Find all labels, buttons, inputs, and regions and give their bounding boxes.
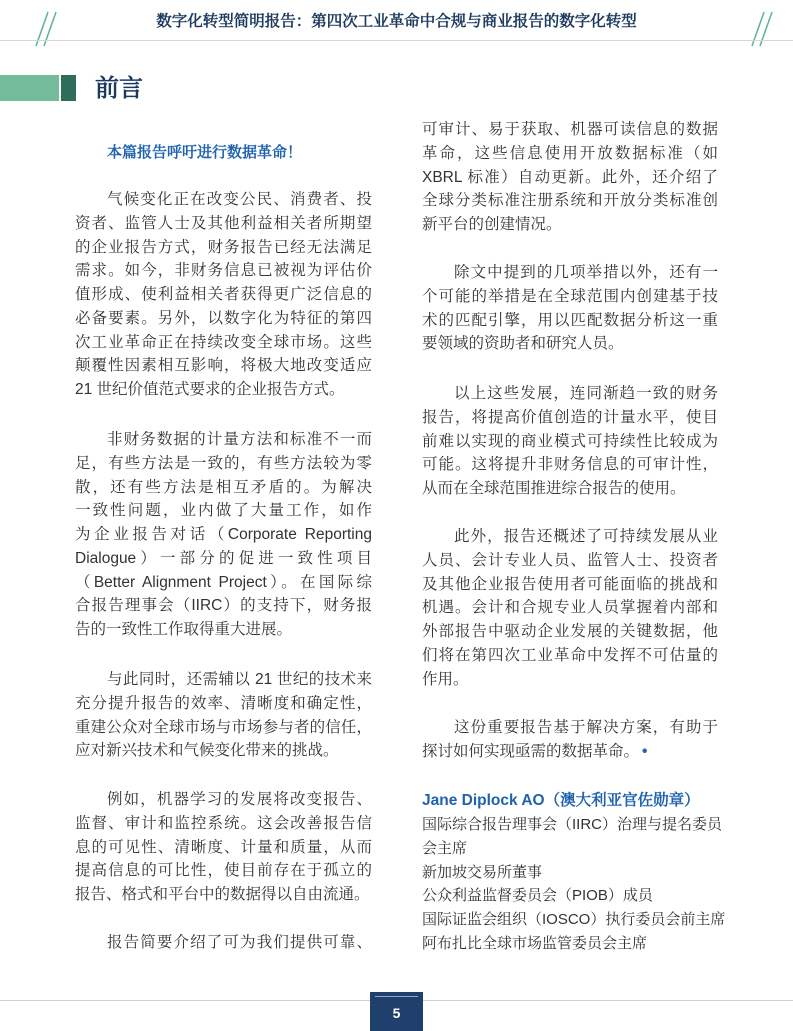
text-line: 此外，报告还概述了可持续发展从业: [454, 528, 718, 545]
text-line: 前难以实现的商业模式可持续性比较成为: [422, 432, 718, 450]
closing-bullet: •: [642, 742, 648, 760]
text-line: 作用。: [422, 670, 469, 688]
text-line: 人员、会计专业人员、监管人士、投资者: [422, 551, 718, 569]
text-line: 报告，将提高价值创造的计量水平，使目: [422, 408, 718, 426]
line-text: 探讨如何实现亟需的数据革命。: [422, 742, 640, 760]
paragraph-left-3: [75, 668, 372, 763]
page-number: 5: [392, 1005, 401, 1021]
double-slash-icon: [750, 10, 776, 48]
paragraph-right-5: [422, 716, 718, 764]
text-line: 资者、监管人士及其他利益相关者所期望: [75, 214, 372, 232]
section-marker-block: [61, 75, 76, 101]
text-line: （Better Alignment Project）。在国际综: [75, 573, 372, 591]
text-line: 充分提升报告的效率、清晰度和确定性，: [75, 694, 372, 712]
signature-line: 公众利益监督委员会（PIOB）成员: [422, 887, 653, 905]
text-line: 次工业革命正在持续改变全球市场。这些: [75, 333, 372, 351]
text-line: 全球分类标准注册系统和开放分类标准创: [422, 192, 718, 210]
text-line: 报告简要介绍了可为我们提供可靠、: [107, 934, 372, 951]
text-line: 个可能的举措是在全球范围内创建基于技: [422, 287, 718, 305]
text-line: 以上这些发展，连同渐趋一致的财务: [454, 385, 718, 402]
paragraph-left-1: [75, 188, 372, 402]
signature-titles: [422, 813, 726, 956]
header-divider: [0, 40, 793, 41]
text-line: 必备要素。另外，以数字化为特征的第四: [75, 309, 372, 327]
text-line: [422, 740, 718, 764]
text-line: 报告、格式和平台中的数据得以自由流通。: [75, 886, 370, 903]
signature-line: 国际证监会组织（IOSCO）执行委员会前主席: [422, 911, 726, 928]
text-line: 这份重要报告基于解决方案，有助于: [454, 719, 718, 736]
text-line: 除文中提到的几项举措以外，还有一: [454, 264, 718, 281]
lead-heading: 本篇报告呼吁进行数据革命！: [107, 144, 303, 161]
text-line: 告的一致性工作取得重大进展。: [75, 621, 293, 638]
page-number-box: [370, 992, 423, 1031]
text-line: 气候变化正在改变公民、消费者、投: [107, 191, 372, 208]
text-line: 非财务数据的计量方法和标准不一而: [107, 431, 372, 448]
text-line: 散，还有些方法是相互矛盾的。为解决: [75, 478, 372, 496]
header-title: 数字化转型简明报告：第四次工业革命中合规与商业报告的数字化转型: [156, 13, 637, 30]
paragraph-right-4: [422, 525, 718, 691]
paragraph-right-2: [422, 261, 718, 356]
text-line: 一致性问题，业内做了大量工作，如作: [75, 502, 372, 520]
signature-line: 国际综合报告理事会（IIRC）治理与提名委员: [422, 816, 723, 833]
signature-name: Jane Diplock AO（澳大利亚官佐勋章）: [422, 792, 700, 809]
section-title: 前言: [95, 75, 143, 102]
text-line: 颠覆性因素相互影响，将极大地改变适应: [75, 357, 372, 375]
text-line: 们将在第四次工业革命中发挥不可估量的: [422, 646, 718, 664]
text-line: 例如，机器学习的发展将改变报告、: [107, 791, 372, 808]
text-line: 新平台的创建情况。: [422, 216, 562, 233]
text-line: 外部报告中驱动企业发展的关键数据，他: [422, 623, 718, 640]
paragraph-right-1: [422, 118, 718, 237]
section-marker-bar: [0, 75, 59, 101]
text-line: 监督、审计和监控系统。这会改善报告信: [75, 814, 372, 832]
text-line: 及其他企业报告使用者可能面临的挑战和: [422, 575, 718, 593]
text-line: 从而在全球范围推进综合报告的使用。: [422, 480, 686, 497]
paragraph-left-2: [75, 428, 372, 642]
text-line: 足，有些方法是一致的，有些方法较为零: [75, 454, 372, 472]
text-line: 可能。这将提升非财务信息的可审计性，: [422, 456, 718, 474]
signature-line: 会主席: [422, 839, 468, 857]
text-line: 要领域的资助者和研究人员。: [422, 335, 624, 353]
text-line: 21 世纪价值范式要求的企业报告方式。: [75, 381, 345, 398]
text-line: 机遇。会计和合规专业人员掌握着内部和: [422, 599, 718, 617]
text-line: 革命，这些信息使用开放数据标准（如: [422, 144, 718, 162]
text-line: 息的可见性、清晰度、计量和质量，从而: [75, 838, 372, 856]
text-line: 需求。如今，非财务信息已被视为评估价: [75, 262, 372, 280]
paragraph-left-5: [75, 931, 372, 955]
text-line: 提高信息的可比性，使目前存在于孤立的: [75, 862, 372, 880]
text-line: Dialogue）一部分的促进一致性项目: [75, 549, 372, 567]
text-line: 的企业报告方式，财务报告已经无法满足: [75, 238, 372, 256]
page-box-rule: [375, 996, 418, 997]
text-line: 为企业报告对话（Corporate Reporting: [75, 526, 372, 543]
text-line: 应对新兴技术和气候变化带来的挑战。: [75, 742, 339, 760]
signature-line: 新加坡交易所董事: [422, 863, 543, 881]
text-line: 重建公众对全球市场与市场参与者的信任，: [75, 718, 372, 736]
paragraph-right-3: [422, 382, 718, 501]
paragraph-left-4: [75, 788, 372, 907]
text-line: XBRL 标准）自动更新。此外，还介绍了: [422, 168, 718, 186]
text-line: 可审计、易于获取、机器可读信息的数据: [422, 121, 718, 138]
text-line: 值形成、使利益相关者获得更广泛信息的: [75, 286, 372, 303]
text-line: 术的匹配引擎，用以匹配数据分析这一重: [422, 311, 718, 329]
text-line: 与此同时，还需辅以 21 世纪的技术来: [107, 671, 372, 688]
text-line: 合报告理事会（IIRC）的支持下，财务报: [75, 597, 372, 615]
signature-line: 阿布扎比全球市场监管委员会主席: [422, 934, 648, 952]
